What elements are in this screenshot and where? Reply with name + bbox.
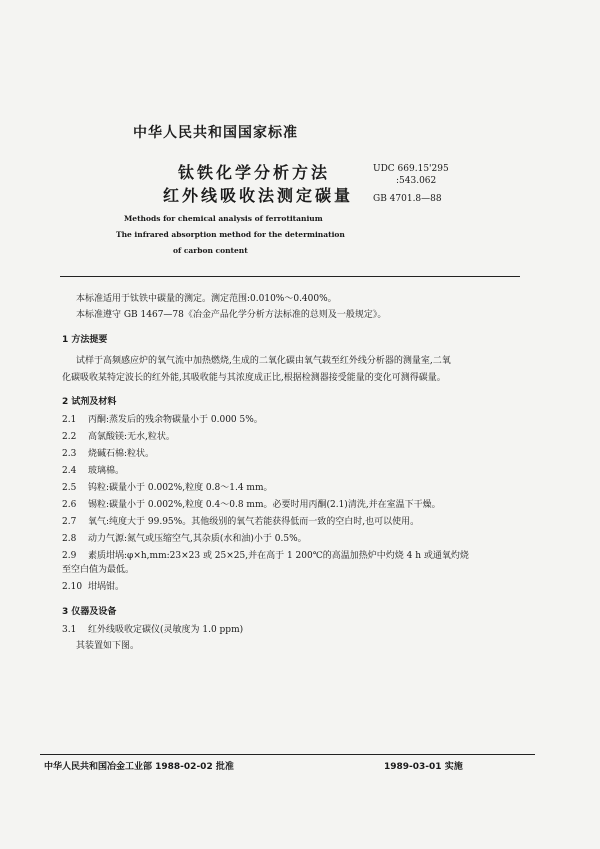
item-number: 2.8 bbox=[62, 534, 77, 544]
list-item bbox=[62, 581, 124, 593]
list-item bbox=[62, 465, 124, 477]
list-item bbox=[62, 482, 273, 494]
footer-divider bbox=[40, 754, 535, 755]
item-number: 2.5 bbox=[62, 483, 77, 493]
list-item-continuation bbox=[62, 564, 134, 576]
intro-line-2: 本标准遵守 GB 1467—78《冶金产品化学分析方法标准的总则及一般规定》。 bbox=[76, 310, 387, 320]
list-item bbox=[62, 431, 175, 443]
item-text: 红外线吸收定碳仪(灵敏度为 1.0 ppm) bbox=[88, 625, 244, 635]
list-item bbox=[62, 414, 263, 426]
section-3-heading: 3 仪器及设备 bbox=[62, 607, 117, 617]
gb-number: GB 4701.8—88 bbox=[373, 194, 442, 204]
english-title-line-3: of carbon content bbox=[173, 246, 248, 255]
item-text: 高氯酸镁:无水,粒状。 bbox=[88, 432, 175, 442]
header-divider bbox=[60, 276, 520, 277]
item-number: 2.9 bbox=[62, 551, 77, 561]
udc-code-line-2: :543.062 bbox=[396, 176, 437, 186]
item-number: 2.6 bbox=[62, 500, 77, 510]
item-number: 2.10 bbox=[62, 582, 83, 592]
list-item bbox=[62, 448, 154, 460]
item-text: 烧碱石棉:粒状。 bbox=[88, 449, 155, 459]
english-title-line-2: The infrared absorption method for the determination bbox=[116, 230, 345, 239]
udc-code-line-1: UDC 669.15'295 bbox=[373, 164, 449, 174]
item-number: 2.3 bbox=[62, 449, 77, 459]
section-1-para-line-2: 化碳吸收某特定波长的红外能,其吸收能与其浓度成正比,根据检测器接受能量的变化可测得碳量。 bbox=[62, 373, 446, 383]
item-text: 氧气:纯度大于 99.95%。其他级别的氧气若能获得低而一致的空白时,也可以使用。 bbox=[88, 517, 420, 527]
intro-line-1: 本标准适用于钛铁中碳量的测定。测定范围:0.010%～0.400%。 bbox=[76, 294, 337, 304]
section-1-heading: 1 方法提要 bbox=[62, 335, 108, 345]
english-title-line-1: Methods for chemical analysis of ferrotitanium bbox=[124, 214, 323, 223]
list-item bbox=[62, 499, 441, 511]
section-1-para-line-1: 试样于高频感应炉的氧气流中加热燃烧,生成的二氧化碳由氧气载至红外线分析器的测量室,二氧 bbox=[76, 356, 451, 366]
item-number: 2.4 bbox=[62, 466, 77, 476]
item-text: 坩埚钳。 bbox=[88, 582, 125, 592]
item-text: 素质坩埚:φ×h,mm:23×23 或 25×25,并在高于 1 200℃的高温加热炉中灼烧 4 h 或通氧灼烧 bbox=[88, 551, 469, 561]
item-number: 2.2 bbox=[62, 432, 77, 442]
list-item bbox=[62, 624, 243, 636]
title-line-1: 钛铁化学分析方法 bbox=[178, 163, 331, 182]
item-text: 动力气源:氮气或压缩空气,其杂质(水和油)小于 0.5%。 bbox=[88, 534, 307, 544]
list-item bbox=[62, 533, 307, 545]
section-2-heading: 2 试剂及材料 bbox=[62, 397, 117, 407]
item-number: 3.1 bbox=[62, 625, 77, 635]
implementation-date: 1989-03-01 实施 bbox=[384, 762, 463, 772]
list-item bbox=[62, 516, 419, 528]
list-item bbox=[62, 550, 469, 562]
item-text: 丙酮:蒸发后的残余物碳量小于 0.000 5%。 bbox=[88, 415, 263, 425]
approval-line: 中华人民共和国冶金工业部 1988-02-02 批准 bbox=[44, 762, 234, 772]
item-text: 至空白值为最低。 bbox=[62, 565, 135, 575]
item-text: 钨粒:碳量小于 0.002%,粒度 0.8～1.4 mm。 bbox=[88, 483, 273, 493]
item-number: 2.7 bbox=[62, 517, 77, 527]
item-text: 玻璃棉。 bbox=[88, 466, 125, 476]
title-line-2: 红外线吸收法测定碳量 bbox=[163, 186, 354, 205]
item-number: 2.1 bbox=[62, 415, 77, 425]
national-standard-label: 中华人民共和国国家标准 bbox=[133, 125, 298, 141]
item-text: 锡粒:碳量小于 0.002%,粒度 0.4～0.8 mm。必要时用丙酮(2.1)清洗,并在室温下干燥。 bbox=[88, 500, 441, 510]
section-3-note: 其装置如下图。 bbox=[76, 641, 140, 651]
